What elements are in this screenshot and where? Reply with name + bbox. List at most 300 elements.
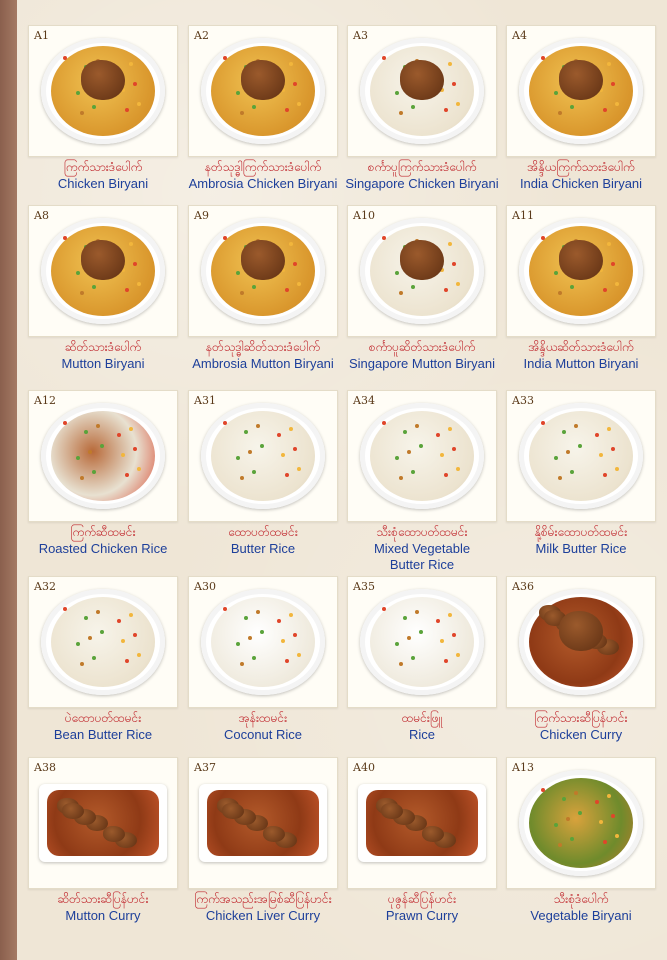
dish-name-myanmar: အိန္ဒိယဆိတ်သားဒံပေါက်	[528, 340, 634, 354]
curry-piece	[103, 826, 125, 842]
dish-code: A8	[34, 209, 49, 222]
dish-code: A35	[353, 580, 375, 593]
meat-piece	[81, 240, 125, 280]
garnish	[611, 262, 615, 266]
plate	[41, 403, 165, 509]
garnish	[96, 424, 100, 428]
garnish	[444, 108, 448, 112]
plate	[360, 589, 484, 695]
dish-photo-card	[28, 205, 178, 337]
dish-photo-card	[28, 757, 178, 889]
garnish	[411, 285, 415, 289]
plate	[519, 218, 643, 324]
garnish	[260, 444, 264, 448]
dish-name-myanmar: ကြက်သားဆီပြန်ဟင်း	[534, 711, 628, 725]
garnish	[100, 444, 104, 448]
garnish	[293, 262, 297, 266]
meat-piece	[400, 240, 444, 280]
dish-photo-card	[28, 390, 178, 522]
garnish	[240, 111, 244, 115]
garnish	[574, 424, 578, 428]
meat-piece	[81, 60, 125, 100]
dish-name-myanmar: စင်္ကာပူကြက်သားဒံပေါက်	[367, 160, 477, 174]
dish-name-english: Rice	[408, 727, 435, 742]
garnish	[285, 288, 289, 292]
garnish	[293, 633, 297, 637]
garnish	[289, 427, 293, 431]
garnish	[285, 659, 289, 663]
dish-code: A36	[512, 580, 534, 593]
garnish	[444, 473, 448, 477]
garnish	[440, 453, 444, 457]
garnish	[133, 82, 137, 86]
garnish	[137, 282, 141, 286]
garnish	[281, 453, 285, 457]
garnish	[129, 242, 133, 246]
garnish	[382, 421, 386, 425]
dish-photo-card	[188, 757, 338, 889]
garnish	[256, 424, 260, 428]
garnish	[456, 102, 460, 106]
food-image	[51, 411, 155, 501]
garnish	[88, 636, 92, 640]
dish-name-english: Chicken Curry	[539, 727, 623, 742]
dish-photo-card	[188, 390, 338, 522]
garnish	[436, 619, 440, 623]
garnish	[558, 111, 562, 115]
garnish	[436, 433, 440, 437]
garnish	[223, 421, 227, 425]
garnish	[244, 616, 248, 620]
garnish	[121, 453, 125, 457]
dish-photo-card	[506, 205, 656, 337]
food-image	[529, 411, 633, 501]
garnish	[240, 662, 244, 666]
dish-photo-card	[347, 205, 497, 337]
garnish	[129, 62, 133, 66]
dish-code: A32	[34, 580, 56, 593]
garnish	[92, 470, 96, 474]
meat-piece	[559, 240, 603, 280]
garnish	[615, 834, 619, 838]
garnish	[240, 476, 244, 480]
dish-name-english: Mutton Biryani	[61, 356, 145, 371]
garnish	[611, 814, 615, 818]
garnish	[452, 633, 456, 637]
dish-photo-card	[188, 205, 338, 337]
garnish	[137, 467, 141, 471]
dish-name-english: Singapore Mutton Biryani	[349, 356, 495, 371]
garnish	[252, 105, 256, 109]
plate	[519, 403, 643, 509]
dish-photo-card	[28, 25, 178, 157]
garnish	[125, 659, 129, 663]
garnish	[541, 56, 545, 60]
garnish	[297, 467, 301, 471]
garnish	[456, 282, 460, 286]
garnish	[403, 430, 407, 434]
garnish	[63, 236, 67, 240]
garnish	[411, 470, 415, 474]
dish-code: A10	[353, 209, 375, 222]
garnish	[76, 456, 80, 460]
dish-photo-card	[506, 757, 656, 889]
garnish	[293, 447, 297, 451]
garnish	[236, 642, 240, 646]
dish-photo-card	[506, 576, 656, 708]
garnish	[256, 610, 260, 614]
garnish	[297, 282, 301, 286]
garnish	[297, 102, 301, 106]
dish-photo-card	[347, 576, 497, 708]
food-image	[207, 790, 319, 856]
garnish	[63, 421, 67, 425]
garnish	[125, 108, 129, 112]
dish-code: A40	[353, 761, 375, 774]
dish-code: A31	[194, 394, 216, 407]
garnish	[562, 430, 566, 434]
food-image	[370, 597, 474, 687]
curry-piece	[62, 803, 84, 819]
garnish	[240, 291, 244, 295]
dish-name-myanmar: နို့စိမ်းထောပတ်ထမင်း	[534, 525, 628, 539]
garnish	[121, 639, 125, 643]
garnish	[80, 662, 84, 666]
food-image	[51, 226, 155, 316]
garnish	[248, 450, 252, 454]
plate	[41, 218, 165, 324]
garnish	[133, 447, 137, 451]
garnish	[554, 823, 558, 827]
plate	[360, 38, 484, 144]
garnish	[223, 56, 227, 60]
meat-piece	[241, 240, 285, 280]
garnish	[603, 288, 607, 292]
dish-photo-card	[188, 25, 338, 157]
garnish	[236, 456, 240, 460]
garnish	[252, 656, 256, 660]
dish-name-english: India Mutton Biryani	[523, 356, 639, 371]
garnish	[403, 616, 407, 620]
garnish	[452, 82, 456, 86]
plate	[519, 38, 643, 144]
plate	[201, 589, 325, 695]
dish-code: A13	[512, 761, 534, 774]
garnish	[607, 794, 611, 798]
garnish	[80, 111, 84, 115]
dish-photo-card	[347, 390, 497, 522]
food-image	[529, 597, 633, 687]
garnish	[92, 285, 96, 289]
garnish	[399, 111, 403, 115]
dish-code: A37	[194, 761, 216, 774]
dish-name-myanmar: ကြက်သားဒံပေါက်	[63, 160, 143, 174]
dish-name-english: Singapore Chicken Biryani	[345, 176, 499, 191]
garnish	[84, 430, 88, 434]
meat-piece	[559, 611, 603, 651]
garnish	[558, 291, 562, 295]
garnish	[599, 453, 603, 457]
garnish	[541, 236, 545, 240]
garnish	[100, 630, 104, 634]
garnish	[125, 473, 129, 477]
dish-name-myanmar: အိန္ဒိယကြက်သားဒံပေါက်	[527, 160, 635, 174]
garnish	[554, 271, 558, 275]
garnish	[236, 271, 240, 275]
garnish	[252, 470, 256, 474]
garnish	[607, 62, 611, 66]
dish-name-english: Prawn Curry	[385, 908, 459, 923]
garnish	[578, 811, 582, 815]
garnish	[277, 619, 281, 623]
garnish	[63, 607, 67, 611]
garnish	[411, 105, 415, 109]
garnish	[448, 613, 452, 617]
garnish	[289, 62, 293, 66]
garnish	[125, 288, 129, 292]
garnish	[558, 476, 562, 480]
garnish	[76, 642, 80, 646]
dish-name-myanmar: ထောပတ်ထမင်း	[228, 525, 298, 539]
dish-name-myanmar: အုန်းထမင်း	[238, 711, 288, 725]
garnish	[117, 433, 121, 437]
garnish	[92, 656, 96, 660]
food-image	[366, 790, 478, 856]
dish-code: A2	[194, 29, 209, 42]
dish-photo-card	[506, 390, 656, 522]
garnish	[574, 791, 578, 795]
garnish	[252, 285, 256, 289]
dish-name-english: Chicken Liver Curry	[205, 908, 321, 923]
garnish	[595, 433, 599, 437]
garnish	[382, 236, 386, 240]
garnish	[607, 427, 611, 431]
garnish	[415, 424, 419, 428]
meat-piece	[241, 60, 285, 100]
food-image	[370, 411, 474, 501]
food-image	[529, 226, 633, 316]
dish-code: A11	[512, 209, 534, 222]
plate	[360, 218, 484, 324]
garnish	[129, 427, 133, 431]
dish-name-myanmar: ကြက်အသည်းအမြစ်ဆီပြန်ဟင်း	[194, 892, 332, 906]
garnish	[223, 236, 227, 240]
garnish	[248, 636, 252, 640]
garnish	[452, 262, 456, 266]
garnish	[570, 285, 574, 289]
garnish	[395, 271, 399, 275]
garnish	[84, 616, 88, 620]
dish-name-english: Mutton Curry	[65, 908, 141, 923]
plate	[41, 38, 165, 144]
dish-name-myanmar: ကြက်ဆီထမင်း	[70, 525, 136, 539]
dish-code: A38	[34, 761, 56, 774]
garnish	[236, 91, 240, 95]
dish-name-myanmar: ထမင်းဖြူ	[401, 711, 443, 725]
serving-dish	[358, 784, 486, 862]
garnish	[603, 108, 607, 112]
garnish	[419, 630, 423, 634]
garnish	[395, 456, 399, 460]
food-image	[529, 778, 633, 868]
dish-name-english: Mixed Vegetable Butter Rice	[373, 541, 471, 572]
dish-name-english: India Chicken Biryani	[519, 176, 643, 191]
meat-piece	[400, 60, 444, 100]
garnish	[448, 242, 452, 246]
garnish	[440, 639, 444, 643]
garnish	[137, 653, 141, 657]
garnish	[541, 788, 545, 792]
garnish	[277, 433, 281, 437]
dish-name-english: Chicken Biryani	[57, 176, 149, 191]
garnish	[603, 840, 607, 844]
curry-piece	[422, 826, 444, 842]
garnish	[570, 105, 574, 109]
garnish	[117, 619, 121, 623]
garnish	[607, 242, 611, 246]
garnish	[289, 613, 293, 617]
garnish	[244, 430, 248, 434]
dish-name-english: Vegetable Biryani	[530, 908, 632, 923]
garnish	[570, 470, 574, 474]
dish-code: A33	[512, 394, 534, 407]
dish-photo-card	[347, 757, 497, 889]
dish-code: A30	[194, 580, 216, 593]
garnish	[554, 91, 558, 95]
garnish	[407, 636, 411, 640]
garnish	[92, 105, 96, 109]
garnish	[285, 473, 289, 477]
curry-piece	[263, 826, 285, 842]
garnish	[293, 82, 297, 86]
dish-name-english: Butter Rice	[230, 541, 296, 556]
dish-name-myanmar: သီးစုံထောပတ်ထမင်း	[376, 525, 468, 539]
dish-code: A3	[353, 29, 368, 42]
garnish	[395, 642, 399, 646]
plate	[41, 589, 165, 695]
garnish	[444, 659, 448, 663]
meat-piece	[559, 60, 603, 100]
plate	[519, 770, 643, 876]
garnish	[260, 630, 264, 634]
dish-photo-card	[506, 25, 656, 157]
dish-name-english: Ambrosia Chicken Biryani	[188, 176, 338, 191]
dish-code: A34	[353, 394, 375, 407]
garnish	[444, 288, 448, 292]
garnish	[63, 56, 67, 60]
food-image	[51, 46, 155, 136]
garnish	[615, 102, 619, 106]
dish-name-myanmar: သီးစုံဒံပေါက်	[553, 892, 609, 906]
garnish	[456, 653, 460, 657]
garnish	[133, 262, 137, 266]
garnish	[137, 102, 141, 106]
food-image	[211, 226, 315, 316]
garnish	[80, 476, 84, 480]
garnish	[541, 421, 545, 425]
dish-code: A12	[34, 394, 56, 407]
garnish	[448, 62, 452, 66]
garnish	[566, 450, 570, 454]
garnish	[133, 633, 137, 637]
garnish	[419, 444, 423, 448]
garnish	[456, 467, 460, 471]
serving-dish	[199, 784, 327, 862]
dish-name-myanmar: နတ်သုဒ္ဓါဆိတ်သားဒံပေါက်	[205, 340, 321, 354]
dish-name-english: Coconut Rice	[223, 727, 303, 742]
garnish	[395, 91, 399, 95]
dish-name-myanmar: ဆိတ်သားဒံပေါက်	[64, 340, 142, 354]
garnish	[448, 427, 452, 431]
garnish	[599, 820, 603, 824]
garnish	[603, 473, 607, 477]
garnish	[411, 656, 415, 660]
serving-dish	[39, 784, 167, 862]
garnish	[382, 56, 386, 60]
garnish	[407, 450, 411, 454]
dish-name-myanmar: စင်္ကာပူဆိတ်သားဒံပေါက်	[368, 340, 476, 354]
garnish	[615, 467, 619, 471]
dish-code: A1	[34, 29, 49, 42]
garnish	[223, 607, 227, 611]
garnish	[382, 607, 386, 611]
food-image	[211, 597, 315, 687]
garnish	[562, 797, 566, 801]
garnish	[399, 291, 403, 295]
garnish	[96, 610, 100, 614]
garnish	[595, 800, 599, 804]
dish-name-english: Roasted Chicken Rice	[38, 541, 168, 556]
plate	[201, 403, 325, 509]
plate	[201, 38, 325, 144]
garnish	[281, 639, 285, 643]
garnish	[570, 837, 574, 841]
garnish	[88, 450, 92, 454]
dish-code: A9	[194, 209, 209, 222]
plate	[360, 403, 484, 509]
dish-name-myanmar: နတ်သုဒ္ဓါကြက်သားဒံပေါက်	[204, 160, 322, 174]
garnish	[452, 447, 456, 451]
plate	[201, 218, 325, 324]
garnish	[399, 476, 403, 480]
garnish	[558, 843, 562, 847]
garnish	[289, 242, 293, 246]
dish-name-myanmar: ပုဇွန်ဆီပြန်ဟင်း	[387, 892, 457, 906]
garnish	[76, 271, 80, 275]
curry-piece	[381, 803, 403, 819]
garnish	[566, 817, 570, 821]
dish-photo-card	[188, 576, 338, 708]
food-image	[370, 226, 474, 316]
garnish	[611, 82, 615, 86]
dish-code: A4	[512, 29, 527, 42]
garnish	[80, 291, 84, 295]
curry-piece	[222, 803, 244, 819]
food-image	[47, 790, 159, 856]
dish-photo-card	[28, 576, 178, 708]
garnish	[615, 282, 619, 286]
food-image	[529, 46, 633, 136]
dish-name-english: Ambrosia Mutton Biryani	[192, 356, 334, 371]
food-image	[211, 411, 315, 501]
garnish	[578, 444, 582, 448]
dish-name-myanmar: ပဲထောပတ်ထမင်း	[64, 711, 142, 725]
dish-photo-card	[347, 25, 497, 157]
food-image	[370, 46, 474, 136]
garnish	[285, 108, 289, 112]
garnish	[415, 610, 419, 614]
dish-name-myanmar: ဆိတ်သားဆီပြန်ဟင်း	[57, 892, 149, 906]
